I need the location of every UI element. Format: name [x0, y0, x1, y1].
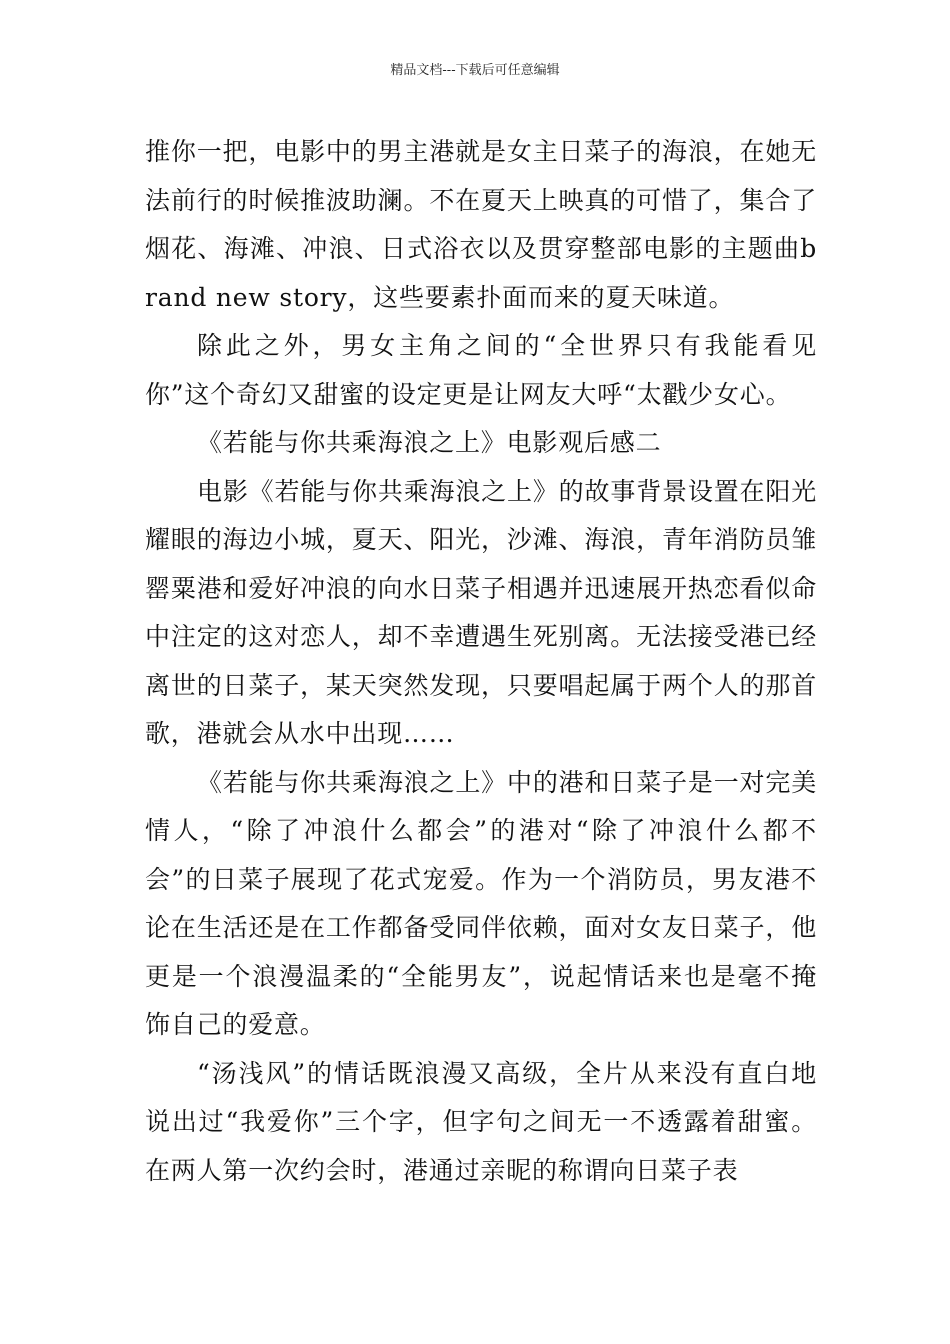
- paragraph-2: 除此之外，男女主角之间的“全世界只有我能看见你”这个奇幻又甜蜜的设定更是让网友大呼“太戳少女心。: [145, 331, 817, 409]
- paragraph-5: “汤浅风”的情话既浪漫又高级，全片从来没有直白地说出过“我爱你”三个字，但字句之间无一不透露着甜蜜。在两人第一次约会时，港通过亲昵的称谓向日菜子表: [145, 1058, 817, 1185]
- section-heading: 《若能与你共乘海浪之上》电影观后感二: [197, 428, 662, 457]
- page-header: 精品文档---下载后可任意编辑: [390, 63, 560, 78]
- paragraph-3: 电影《若能与你共乘海浪之上》的故事背景设置在阳光耀眼的海边小城，夏天、阳光，沙滩、海浪，青年消防员雏罂粟港和爱好冲浪的向水日菜子相遇并迅速展开热恋看似命中注定的这对恋人，却不幸遭遇生死别离。无法接受港已经离世的日菜子，某天突然发现，只要唱起属于两个人的那首歌，港就会从水中出现……: [145, 476, 817, 748]
- paragraph-1: 推你一把，电影中的男主港就是女主日菜子的海浪，在她无法前行的时候推波助澜。不在夏天上映真的可惜了，集合了烟花、海滩、冲浪、日式浴衣以及贯穿整部电影的主题曲brand new story，这些要素扑面而来的夏天味道。: [145, 137, 817, 312]
- paragraph-4: 《若能与你共乘海浪之上》中的港和日菜子是一对完美情人，“除了冲浪什么都会”的港对“除了冲浪什么都不会”的日菜子展现了花式宠爱。作为一个消防员，男友港不论在生活还是在工作都备受同伴依赖，面对女友日菜子，他更是一个浪漫温柔的“全能男友”，说起情话来也是毫不掩饰自己的爱意。: [145, 767, 817, 1039]
- document-body: [145, 128, 817, 1195]
